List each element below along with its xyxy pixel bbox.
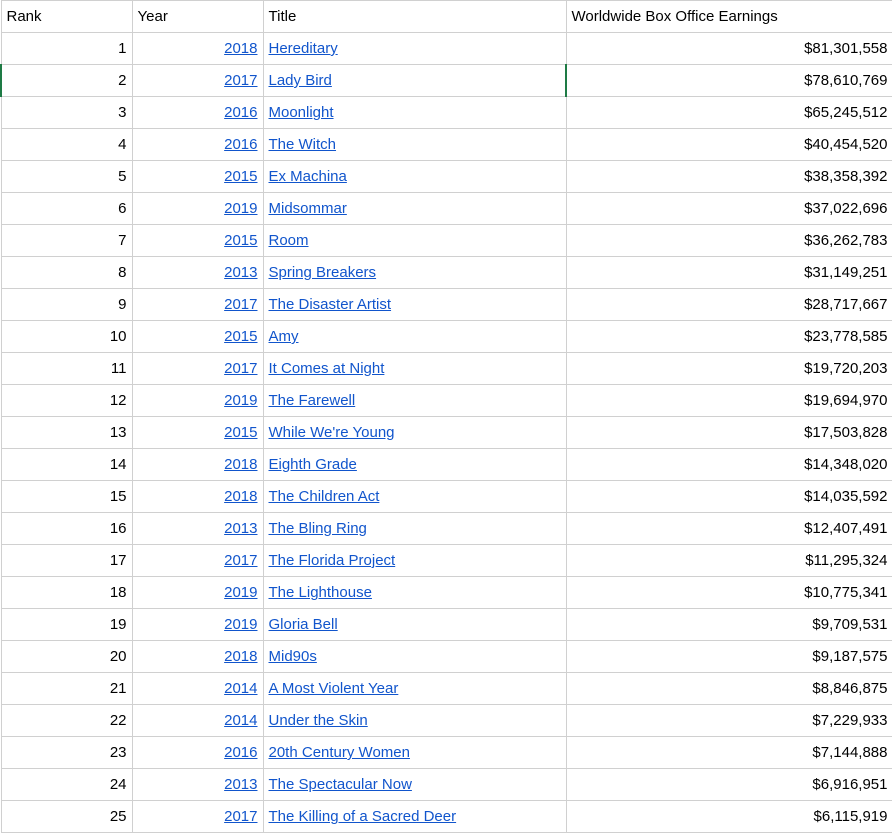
table-row: [1, 65, 892, 97]
table-body: [1, 33, 892, 833]
cell-title[interactable]: [263, 673, 566, 705]
column-header-year: Year: [132, 1, 263, 33]
cell-rank[interactable]: 21: [1, 673, 132, 705]
year-link[interactable]: 2015: [224, 424, 258, 441]
cell-year[interactable]: [132, 481, 263, 513]
cell-rank[interactable]: 6: [1, 193, 132, 225]
table-row: [1, 481, 892, 513]
cell-year[interactable]: [132, 353, 263, 385]
cell-title[interactable]: [263, 513, 566, 545]
table-row: [1, 385, 892, 417]
cell-year[interactable]: [132, 161, 263, 193]
cell-rank[interactable]: 15: [1, 481, 132, 513]
cell-year[interactable]: [132, 545, 263, 577]
cell-rank[interactable]: 24: [1, 769, 132, 801]
cell-year[interactable]: [132, 641, 263, 673]
table-row: [1, 257, 892, 289]
cell-title[interactable]: [263, 481, 566, 513]
table-header: [1, 1, 892, 33]
table-row: [1, 449, 892, 481]
title-link[interactable]: Under the Skin: [268, 712, 368, 729]
year-link[interactable]: 2017: [224, 552, 258, 569]
table-row: [1, 545, 892, 577]
year-link[interactable]: 2017: [224, 72, 258, 89]
table-row: [1, 417, 892, 449]
year-link[interactable]: 2015: [224, 168, 258, 185]
cell-rank[interactable]: 9: [1, 289, 132, 321]
cell-earnings[interactable]: $28,717,667: [566, 289, 892, 321]
cell-earnings[interactable]: $10,775,341: [566, 577, 892, 609]
title-link[interactable]: Eighth Grade: [268, 456, 357, 473]
table-row: [1, 673, 892, 705]
cell-earnings[interactable]: $19,720,203: [566, 353, 892, 385]
table-row: [1, 97, 892, 129]
cell-earnings[interactable]: $19,694,970: [566, 385, 892, 417]
year-link[interactable]: 2013: [224, 264, 258, 281]
cell-title[interactable]: [263, 545, 566, 577]
title-link[interactable]: The Children Act: [268, 488, 380, 505]
cell-year[interactable]: [132, 673, 263, 705]
cell-title[interactable]: [263, 33, 566, 65]
year-link[interactable]: 2016: [224, 104, 258, 121]
table-row: [1, 33, 892, 65]
cell-earnings[interactable]: $9,709,531: [566, 609, 892, 641]
cell-year[interactable]: [132, 33, 263, 65]
cell-year[interactable]: [132, 737, 263, 769]
cell-title[interactable]: [263, 769, 566, 801]
title-link[interactable]: The Witch: [268, 136, 337, 153]
cell-rank[interactable]: 1: [1, 33, 132, 65]
cell-title[interactable]: [263, 705, 566, 737]
cell-rank[interactable]: 13: [1, 417, 132, 449]
table-row: [1, 513, 892, 545]
cell-earnings[interactable]: $6,916,951: [566, 769, 892, 801]
title-link[interactable]: Ex Machina: [268, 168, 347, 185]
cell-earnings[interactable]: $81,301,558: [566, 33, 892, 65]
title-link[interactable]: 20th Century Women: [268, 744, 410, 761]
cell-rank[interactable]: 25: [1, 801, 132, 833]
year-link[interactable]: 2016: [224, 136, 258, 153]
cell-year[interactable]: [132, 769, 263, 801]
cell-earnings[interactable]: $78,610,769: [566, 65, 892, 97]
cell-rank[interactable]: 14: [1, 449, 132, 481]
cell-year[interactable]: [132, 193, 263, 225]
cell-earnings[interactable]: $31,149,251: [566, 257, 892, 289]
cell-earnings[interactable]: $23,778,585: [566, 321, 892, 353]
title-link[interactable]: While We're Young: [268, 424, 395, 441]
title-link[interactable]: It Comes at Night: [268, 360, 385, 377]
title-link[interactable]: Gloria Bell: [268, 616, 338, 633]
cell-rank[interactable]: 12: [1, 385, 132, 417]
cell-year[interactable]: [132, 289, 263, 321]
cell-title[interactable]: [263, 353, 566, 385]
cell-year[interactable]: [132, 97, 263, 129]
cell-year[interactable]: [132, 609, 263, 641]
cell-rank[interactable]: 4: [1, 129, 132, 161]
cell-year[interactable]: [132, 449, 263, 481]
cell-title[interactable]: [263, 257, 566, 289]
cell-year[interactable]: [132, 705, 263, 737]
cell-earnings[interactable]: $65,245,512: [566, 97, 892, 129]
table-row: [1, 193, 892, 225]
cell-title[interactable]: [263, 801, 566, 833]
year-link[interactable]: 2017: [224, 808, 258, 825]
year-link[interactable]: 2018: [224, 456, 258, 473]
cell-year[interactable]: [132, 257, 263, 289]
table-row: [1, 321, 892, 353]
cell-title[interactable]: [263, 65, 566, 97]
cell-earnings[interactable]: $7,229,933: [566, 705, 892, 737]
year-link[interactable]: 2013: [224, 776, 258, 793]
cell-earnings[interactable]: $11,295,324: [566, 545, 892, 577]
cell-earnings[interactable]: $38,358,392: [566, 161, 892, 193]
cell-title[interactable]: [263, 609, 566, 641]
table-row: [1, 161, 892, 193]
cell-earnings[interactable]: $40,454,520: [566, 129, 892, 161]
cell-earnings[interactable]: $7,144,888: [566, 737, 892, 769]
cell-rank[interactable]: 23: [1, 737, 132, 769]
cell-earnings[interactable]: $8,846,875: [566, 673, 892, 705]
table-row: [1, 577, 892, 609]
title-link[interactable]: Midsommar: [268, 200, 347, 217]
cell-title[interactable]: [263, 577, 566, 609]
cell-rank[interactable]: 8: [1, 257, 132, 289]
table-row: [1, 801, 892, 833]
year-link[interactable]: 2019: [224, 616, 258, 633]
title-link[interactable]: The Florida Project: [268, 552, 396, 569]
cell-rank[interactable]: 11: [1, 353, 132, 385]
cell-title[interactable]: [263, 417, 566, 449]
cell-year[interactable]: [132, 801, 263, 833]
cell-year[interactable]: [132, 385, 263, 417]
cell-title[interactable]: [263, 737, 566, 769]
title-link[interactable]: The Disaster Artist: [268, 296, 392, 313]
cell-year[interactable]: [132, 321, 263, 353]
cell-earnings[interactable]: $14,348,020: [566, 449, 892, 481]
title-link[interactable]: The Farewell: [268, 392, 356, 409]
year-link[interactable]: 2015: [224, 328, 258, 345]
cell-title[interactable]: [263, 641, 566, 673]
cell-title[interactable]: [263, 161, 566, 193]
table-row: [1, 289, 892, 321]
title-link[interactable]: A Most Violent Year: [268, 680, 399, 697]
year-link[interactable]: 2018: [224, 648, 258, 665]
table-row: [1, 737, 892, 769]
table-row: [1, 129, 892, 161]
column-header-rank: Rank: [1, 1, 132, 33]
cell-title[interactable]: [263, 289, 566, 321]
table-row: [1, 641, 892, 673]
title-link[interactable]: Hereditary: [268, 40, 338, 57]
table-row: [1, 609, 892, 641]
cell-rank[interactable]: 17: [1, 545, 132, 577]
cell-rank[interactable]: 19: [1, 609, 132, 641]
year-link[interactable]: 2013: [224, 520, 258, 537]
year-link[interactable]: 2014: [224, 680, 258, 697]
year-link[interactable]: 2017: [224, 296, 258, 313]
title-link[interactable]: The Bling Ring: [268, 520, 367, 537]
title-link[interactable]: Amy: [268, 328, 299, 345]
title-link[interactable]: Moonlight: [268, 104, 334, 121]
cell-rank[interactable]: 7: [1, 225, 132, 257]
cell-title[interactable]: [263, 449, 566, 481]
cell-earnings[interactable]: $36,262,783: [566, 225, 892, 257]
table-row: [1, 705, 892, 737]
title-link[interactable]: The Lighthouse: [268, 584, 372, 601]
cell-year[interactable]: [132, 417, 263, 449]
title-link[interactable]: Room: [268, 232, 309, 249]
cell-year[interactable]: [132, 577, 263, 609]
cell-year[interactable]: [132, 65, 263, 97]
cell-earnings[interactable]: $14,035,592: [566, 481, 892, 513]
table-row: [1, 353, 892, 385]
title-link[interactable]: The Spectacular Now: [268, 776, 412, 793]
year-link[interactable]: 2016: [224, 744, 258, 761]
year-link[interactable]: 2017: [224, 360, 258, 377]
cell-rank[interactable]: 22: [1, 705, 132, 737]
year-link[interactable]: 2018: [224, 40, 258, 57]
table-row: [1, 769, 892, 801]
cell-rank[interactable]: 10: [1, 321, 132, 353]
cell-earnings[interactable]: $37,022,696: [566, 193, 892, 225]
title-link[interactable]: Lady Bird: [268, 72, 332, 89]
cell-earnings[interactable]: $17,503,828: [566, 417, 892, 449]
year-link[interactable]: 2015: [224, 232, 258, 249]
cell-rank[interactable]: 3: [1, 97, 132, 129]
header-row: [1, 1, 892, 33]
cell-rank[interactable]: 16: [1, 513, 132, 545]
cell-earnings[interactable]: $12,407,491: [566, 513, 892, 545]
cell-earnings[interactable]: $9,187,575: [566, 641, 892, 673]
column-header-title: Title: [263, 1, 566, 33]
cell-title[interactable]: [263, 193, 566, 225]
table-row: [1, 225, 892, 257]
cell-year[interactable]: [132, 513, 263, 545]
cell-earnings[interactable]: $6,115,919: [566, 801, 892, 833]
year-link[interactable]: 2019: [224, 200, 258, 217]
cell-rank[interactable]: 5: [1, 161, 132, 193]
cell-title[interactable]: [263, 225, 566, 257]
year-link[interactable]: 2018: [224, 488, 258, 505]
year-link[interactable]: 2019: [224, 392, 258, 409]
title-link[interactable]: The Killing of a Sacred Deer: [268, 808, 457, 825]
column-header-earnings: Worldwide Box Office Earnings: [566, 1, 892, 33]
cell-title[interactable]: [263, 385, 566, 417]
cell-rank[interactable]: 20: [1, 641, 132, 673]
title-link[interactable]: Spring Breakers: [268, 264, 377, 281]
cell-title[interactable]: [263, 321, 566, 353]
cell-year[interactable]: [132, 225, 263, 257]
year-link[interactable]: 2019: [224, 584, 258, 601]
title-link[interactable]: Mid90s: [268, 648, 317, 665]
cell-title[interactable]: [263, 97, 566, 129]
cell-rank[interactable]: 18: [1, 577, 132, 609]
cell-rank[interactable]: 2: [1, 65, 132, 97]
cell-year[interactable]: [132, 129, 263, 161]
year-link[interactable]: 2014: [224, 712, 258, 729]
cell-title[interactable]: [263, 129, 566, 161]
